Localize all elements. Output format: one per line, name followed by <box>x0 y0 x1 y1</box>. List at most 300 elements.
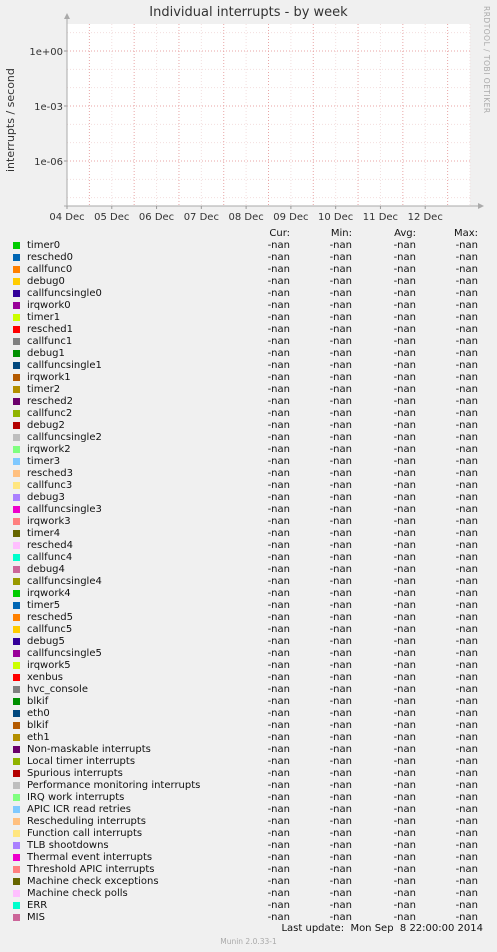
legend-value-cur: -nan <box>267 492 290 503</box>
legend-value-min: -nan <box>329 900 352 911</box>
legend-value-max: -nan <box>455 264 478 275</box>
legend-series-name: resched3 <box>27 468 73 479</box>
legend-value-avg: -nan <box>393 816 416 827</box>
legend-row <box>0 612 497 624</box>
legend-value-cur: -nan <box>267 900 290 911</box>
legend-value-avg: -nan <box>393 804 416 815</box>
legend-value-max: -nan <box>455 756 478 767</box>
legend-swatch <box>13 242 20 249</box>
legend-value-avg: -nan <box>393 876 416 887</box>
legend-swatch <box>13 350 20 357</box>
legend-value-cur: -nan <box>267 816 290 827</box>
legend-value-cur: -nan <box>267 288 290 299</box>
legend-value-max: -nan <box>455 384 478 395</box>
legend-series-name: irqwork1 <box>27 372 71 383</box>
legend-value-min: -nan <box>329 240 352 251</box>
legend-value-max: -nan <box>455 420 478 431</box>
legend-value-avg: -nan <box>393 900 416 911</box>
legend-value-cur: -nan <box>267 684 290 695</box>
legend-series-name: MIS <box>27 912 45 923</box>
legend-row <box>0 252 497 264</box>
legend-value-avg: -nan <box>393 240 416 251</box>
legend-value-cur: -nan <box>267 624 290 635</box>
legend-swatch <box>13 578 20 585</box>
legend-value-avg: -nan <box>393 528 416 539</box>
legend-value-cur: -nan <box>267 756 290 767</box>
x-tick-label: 10 Dec <box>318 212 354 223</box>
legend-swatch <box>13 806 20 813</box>
legend-value-max: -nan <box>455 480 478 491</box>
legend-value-min: -nan <box>329 648 352 659</box>
legend-series-name: irqwork0 <box>27 300 71 311</box>
legend-value-avg: -nan <box>393 852 416 863</box>
legend-value-min: -nan <box>329 588 352 599</box>
legend-series-name: irqwork3 <box>27 516 71 527</box>
legend-series-name: blkif <box>27 720 49 731</box>
legend-value-avg: -nan <box>393 744 416 755</box>
legend-row <box>0 900 497 912</box>
legend-value-max: -nan <box>455 852 478 863</box>
legend-value-max: -nan <box>455 636 478 647</box>
legend-value-min: -nan <box>329 348 352 359</box>
legend-value-max: -nan <box>455 900 478 911</box>
legend-series-name: timer1 <box>27 312 61 323</box>
legend-value-max: -nan <box>455 396 478 407</box>
legend-series-name: TLB shootdowns <box>27 840 109 851</box>
legend-value-cur: -nan <box>267 612 290 623</box>
legend-value-avg: -nan <box>393 600 416 611</box>
legend-value-max: -nan <box>455 576 478 587</box>
legend-value-avg: -nan <box>393 780 416 791</box>
legend-value-min: -nan <box>329 564 352 575</box>
legend-value-cur: -nan <box>267 408 290 419</box>
legend-value-max: -nan <box>455 504 478 515</box>
legend-value-max: -nan <box>455 732 478 743</box>
legend-value-min: -nan <box>329 804 352 815</box>
legend-row <box>0 312 497 324</box>
legend-series-name: xenbus <box>27 672 63 683</box>
legend-value-min: -nan <box>329 852 352 863</box>
legend-row <box>0 432 497 444</box>
legend-swatch <box>13 902 20 909</box>
legend-row <box>0 660 497 672</box>
legend-series-name: debug5 <box>27 636 65 647</box>
legend-value-avg: -nan <box>393 444 416 455</box>
legend-swatch <box>13 794 20 801</box>
legend-value-cur: -nan <box>267 576 290 587</box>
legend-value-cur: -nan <box>267 480 290 491</box>
legend-value-max: -nan <box>455 720 478 731</box>
chart-title: Individual interrupts - by week <box>149 5 348 20</box>
legend-value-max: -nan <box>455 588 478 599</box>
legend-value-avg: -nan <box>393 252 416 263</box>
plot-area <box>0 0 497 228</box>
legend-series-name: irqwork4 <box>27 588 71 599</box>
legend-value-min: -nan <box>329 396 352 407</box>
x-tick-label: 11 Dec <box>362 212 399 223</box>
legend-value-avg: -nan <box>393 648 416 659</box>
legend-col-max: Max: <box>453 228 478 239</box>
legend-value-max: -nan <box>455 684 478 695</box>
legend-value-cur: -nan <box>267 852 290 863</box>
legend-series-name: IRQ work interrupts <box>27 792 125 803</box>
legend-value-cur: -nan <box>267 240 290 251</box>
legend-series-name: resched5 <box>27 612 73 623</box>
legend-row <box>0 648 497 660</box>
legend-series-name: callfunc5 <box>27 624 73 635</box>
legend-header <box>0 228 497 240</box>
legend-value-avg: -nan <box>393 864 416 875</box>
legend-value-avg: -nan <box>393 672 416 683</box>
legend-value-min: -nan <box>329 696 352 707</box>
legend-value-cur: -nan <box>267 324 290 335</box>
legend-value-min: -nan <box>329 720 352 731</box>
legend-value-cur: -nan <box>267 336 290 347</box>
legend-col-avg: Avg: <box>394 228 416 239</box>
legend-value-avg: -nan <box>393 468 416 479</box>
legend-value-cur: -nan <box>267 276 290 287</box>
legend-row <box>0 564 497 576</box>
legend-value-cur: -nan <box>267 648 290 659</box>
legend-value-min: -nan <box>329 636 352 647</box>
legend-series-name: callfuncsingle4 <box>27 576 102 587</box>
legend-swatch <box>13 842 20 849</box>
legend-value-min: -nan <box>329 252 352 263</box>
legend-value-max: -nan <box>455 888 478 899</box>
legend-row <box>0 480 497 492</box>
legend-series-name: APIC ICR read retries <box>27 804 131 815</box>
legend-swatch <box>13 362 20 369</box>
legend-value-max: -nan <box>455 372 478 383</box>
legend-value-avg: -nan <box>393 276 416 287</box>
legend-value-min: -nan <box>329 492 352 503</box>
legend-row <box>0 300 497 312</box>
legend-value-avg: -nan <box>393 660 416 671</box>
legend-series-name: debug1 <box>27 348 65 359</box>
legend-swatch <box>13 374 20 381</box>
legend-value-max: -nan <box>455 540 478 551</box>
legend-value-cur: -nan <box>267 660 290 671</box>
legend-value-max: -nan <box>455 528 478 539</box>
legend-swatch <box>13 386 20 393</box>
legend-value-max: -nan <box>455 324 478 335</box>
legend-row <box>0 696 497 708</box>
rrdtool-watermark: RRDTOOL / TOBI OETIKER <box>482 6 491 114</box>
x-tick-label: 05 Dec <box>94 212 130 223</box>
legend-swatch <box>13 494 20 501</box>
legend-row <box>0 804 497 816</box>
legend-value-cur: -nan <box>267 540 290 551</box>
legend-swatch <box>13 686 20 693</box>
legend-swatch <box>13 890 20 897</box>
legend-value-max: -nan <box>455 876 478 887</box>
legend-value-max: -nan <box>455 336 478 347</box>
y-axis-label: interrupts / second <box>4 68 17 172</box>
legend-row <box>0 864 497 876</box>
legend-value-avg: -nan <box>393 840 416 851</box>
legend-swatch <box>13 278 20 285</box>
legend-swatch <box>13 338 20 345</box>
legend-value-min: -nan <box>329 792 352 803</box>
legend-series-name: Non-maskable interrupts <box>27 744 151 755</box>
legend-swatch <box>13 518 20 525</box>
legend-series-name: Performance monitoring interrupts <box>27 780 201 791</box>
legend-value-avg: -nan <box>393 576 416 587</box>
legend-value-max: -nan <box>455 348 478 359</box>
legend-swatch <box>13 542 20 549</box>
legend-row <box>0 732 497 744</box>
legend-value-cur: -nan <box>267 300 290 311</box>
legend-value-min: -nan <box>329 732 352 743</box>
legend-value-max: -nan <box>455 312 478 323</box>
legend-value-max: -nan <box>455 468 478 479</box>
legend-swatch <box>13 554 20 561</box>
legend-row <box>0 888 497 900</box>
legend-value-cur: -nan <box>267 780 290 791</box>
legend-value-min: -nan <box>329 384 352 395</box>
legend-value-cur: -nan <box>267 456 290 467</box>
legend-value-min: -nan <box>329 312 352 323</box>
legend-row <box>0 792 497 804</box>
legend-series-name: timer3 <box>27 456 61 467</box>
legend-series-name: callfunc2 <box>27 408 73 419</box>
legend-value-cur: -nan <box>267 360 290 371</box>
legend-swatch <box>13 290 20 297</box>
legend-value-min: -nan <box>329 888 352 899</box>
legend-value-avg: -nan <box>393 264 416 275</box>
legend-value-max: -nan <box>455 600 478 611</box>
legend-swatch <box>13 734 20 741</box>
legend-value-min: -nan <box>329 912 352 923</box>
x-tick-label: 07 Dec <box>183 212 219 223</box>
legend-value-avg: -nan <box>393 420 416 431</box>
legend-swatch <box>13 266 20 273</box>
legend-value-max: -nan <box>455 816 478 827</box>
legend-value-min: -nan <box>329 600 352 611</box>
legend-value-max: -nan <box>455 672 478 683</box>
legend-value-max: -nan <box>455 408 478 419</box>
legend-value-max: -nan <box>455 864 478 875</box>
legend-value-min: -nan <box>329 816 352 827</box>
legend-swatch <box>13 314 20 321</box>
legend-value-cur: -nan <box>267 912 290 923</box>
legend-value-min: -nan <box>329 624 352 635</box>
legend-value-cur: -nan <box>267 420 290 431</box>
legend-swatch <box>13 878 20 885</box>
legend-row <box>0 396 497 408</box>
legend-value-cur: -nan <box>267 396 290 407</box>
legend-swatch <box>13 566 20 573</box>
legend-series-name: blkif <box>27 696 49 707</box>
legend-row <box>0 852 497 864</box>
legend-value-cur: -nan <box>267 600 290 611</box>
legend-value-avg: -nan <box>393 696 416 707</box>
legend-swatch <box>13 410 20 417</box>
legend-series-name: Threshold APIC interrupts <box>27 864 155 875</box>
legend-swatch <box>13 710 20 717</box>
legend-row <box>0 456 497 468</box>
legend-series-name: eth1 <box>27 732 50 743</box>
legend-row <box>0 336 497 348</box>
legend-value-cur: -nan <box>267 552 290 563</box>
legend-swatch <box>13 698 20 705</box>
legend-value-min: -nan <box>329 840 352 851</box>
legend-swatch <box>13 746 20 753</box>
legend-value-min: -nan <box>329 444 352 455</box>
legend-series-name: resched0 <box>27 252 73 263</box>
legend-swatch <box>13 614 20 621</box>
legend-value-min: -nan <box>329 432 352 443</box>
x-tick-label: 04 Dec <box>49 212 85 223</box>
legend-value-min: -nan <box>329 468 352 479</box>
x-tick-label: 12 Dec <box>407 212 443 223</box>
legend-row <box>0 756 497 768</box>
legend-value-cur: -nan <box>267 828 290 839</box>
legend-row <box>0 468 497 480</box>
legend-value-cur: -nan <box>267 516 290 527</box>
legend-value-cur: -nan <box>267 732 290 743</box>
legend-series-name: Local timer interrupts <box>27 756 136 767</box>
legend-row <box>0 708 497 720</box>
legend-value-cur: -nan <box>267 588 290 599</box>
legend-value-min: -nan <box>329 744 352 755</box>
x-tick-label: 09 Dec <box>273 212 309 223</box>
legend-value-cur: -nan <box>267 564 290 575</box>
legend-value-cur: -nan <box>267 468 290 479</box>
legend-value-avg: -nan <box>393 612 416 623</box>
legend-row <box>0 540 497 552</box>
legend-series-name: Function call interrupts <box>27 828 143 839</box>
legend-row <box>0 360 497 372</box>
legend-swatch <box>13 770 20 777</box>
legend-swatch <box>13 398 20 405</box>
legend-swatch <box>13 326 20 333</box>
legend-value-avg: -nan <box>393 288 416 299</box>
legend-value-max: -nan <box>455 828 478 839</box>
legend-series-name: callfuncsingle2 <box>27 432 102 443</box>
y-tick-label: 1e-06 <box>34 157 63 168</box>
legend-row <box>0 552 497 564</box>
legend-value-max: -nan <box>455 780 478 791</box>
legend-row <box>0 276 497 288</box>
legend-swatch <box>13 470 20 477</box>
legend-value-cur: -nan <box>267 840 290 851</box>
legend-series-name: timer0 <box>27 240 61 251</box>
legend-value-avg: -nan <box>393 828 416 839</box>
legend-value-min: -nan <box>329 336 352 347</box>
legend-value-cur: -nan <box>267 744 290 755</box>
legend-row <box>0 768 497 780</box>
legend-row <box>0 576 497 588</box>
legend-row <box>0 288 497 300</box>
legend-value-avg: -nan <box>393 912 416 923</box>
legend-swatch <box>13 602 20 609</box>
legend-value-min: -nan <box>329 552 352 563</box>
legend-value-min: -nan <box>329 360 352 371</box>
legend-value-max: -nan <box>455 516 478 527</box>
legend-row <box>0 840 497 852</box>
legend-swatch <box>13 254 20 261</box>
legend-value-min: -nan <box>329 708 352 719</box>
legend-value-cur: -nan <box>267 504 290 515</box>
legend-row <box>0 504 497 516</box>
legend-row <box>0 828 497 840</box>
legend-value-cur: -nan <box>267 768 290 779</box>
legend-value-min: -nan <box>329 768 352 779</box>
legend-swatch <box>13 722 20 729</box>
legend-row <box>0 516 497 528</box>
legend-series-name: Machine check exceptions <box>27 876 159 887</box>
legend-value-min: -nan <box>329 876 352 887</box>
legend-row <box>0 624 497 636</box>
legend-value-max: -nan <box>455 456 478 467</box>
legend-series-name: Machine check polls <box>27 888 128 899</box>
legend-value-min: -nan <box>329 264 352 275</box>
legend-series-name: callfuncsingle3 <box>27 504 102 515</box>
legend-series-name: Rescheduling interrupts <box>27 816 147 827</box>
legend-value-max: -nan <box>455 804 478 815</box>
legend-series-name: timer2 <box>27 384 61 395</box>
legend-value-max: -nan <box>455 288 478 299</box>
legend-value-avg: -nan <box>393 348 416 359</box>
legend-value-min: -nan <box>329 528 352 539</box>
legend-value-avg: -nan <box>393 504 416 515</box>
legend-value-cur: -nan <box>267 312 290 323</box>
legend-value-avg: -nan <box>393 408 416 419</box>
legend-series-name: callfunc4 <box>27 552 73 563</box>
legend-value-avg: -nan <box>393 540 416 551</box>
legend-swatch <box>13 674 20 681</box>
legend-series-name: ERR <box>27 900 48 911</box>
legend-row <box>0 492 497 504</box>
legend-value-min: -nan <box>329 864 352 875</box>
legend-row <box>0 600 497 612</box>
legend-series-name: hvc_console <box>27 684 88 695</box>
legend-value-avg: -nan <box>393 336 416 347</box>
legend-swatch <box>13 638 20 645</box>
legend-row <box>0 420 497 432</box>
legend-value-max: -nan <box>455 912 478 923</box>
legend-row <box>0 684 497 696</box>
legend-value-avg: -nan <box>393 636 416 647</box>
legend-swatch <box>13 506 20 513</box>
legend-value-max: -nan <box>455 648 478 659</box>
legend-row <box>0 528 497 540</box>
legend-swatch <box>13 458 20 465</box>
legend-value-avg: -nan <box>393 456 416 467</box>
legend-value-avg: -nan <box>393 396 416 407</box>
legend-series-name: resched1 <box>27 324 73 335</box>
legend-value-min: -nan <box>329 480 352 491</box>
legend-row <box>0 264 497 276</box>
legend-value-avg: -nan <box>393 312 416 323</box>
legend-series-name: callfuncsingle1 <box>27 360 102 371</box>
legend-swatch <box>13 818 20 825</box>
legend-value-cur: -nan <box>267 444 290 455</box>
legend-series-name: debug4 <box>27 564 65 575</box>
legend-value-avg: -nan <box>393 300 416 311</box>
legend-value-cur: -nan <box>267 432 290 443</box>
legend-value-avg: -nan <box>393 888 416 899</box>
legend-value-min: -nan <box>329 324 352 335</box>
legend-value-min: -nan <box>329 276 352 287</box>
legend-swatch <box>13 530 20 537</box>
legend-swatch <box>13 782 20 789</box>
legend-value-max: -nan <box>455 612 478 623</box>
legend-value-avg: -nan <box>393 720 416 731</box>
legend-swatch <box>13 866 20 873</box>
legend-value-max: -nan <box>455 240 478 251</box>
